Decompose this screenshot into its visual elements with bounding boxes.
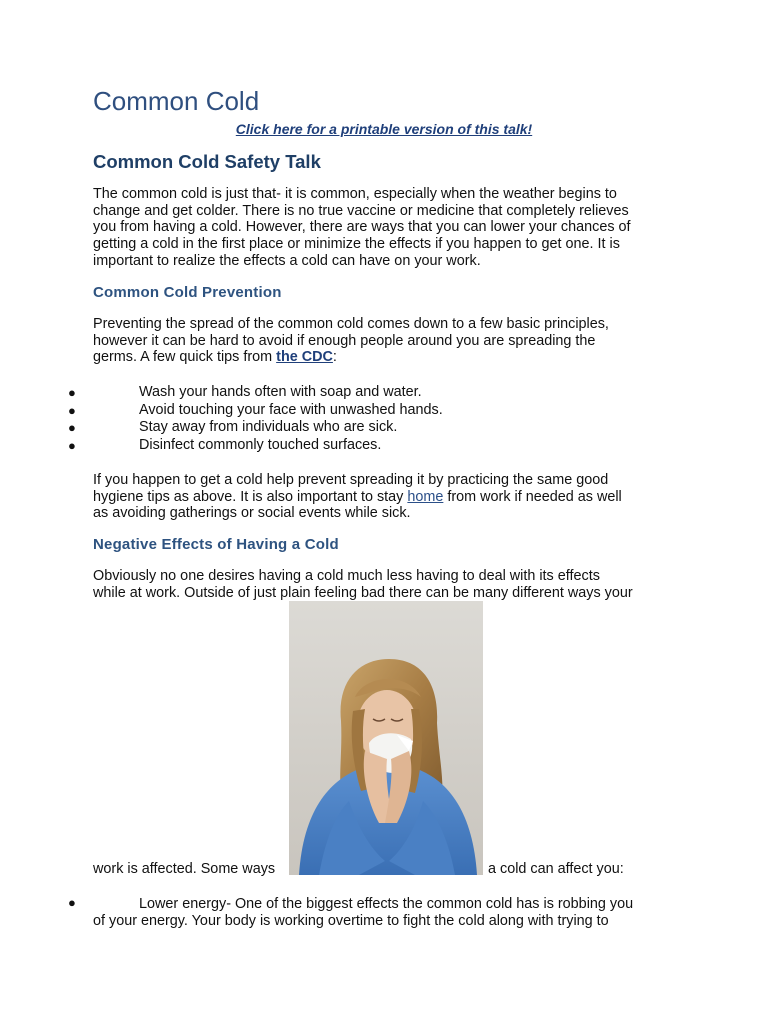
subheading-negative-effects: Negative Effects of Having a Cold <box>93 536 339 553</box>
home-link[interactable]: home <box>407 488 444 505</box>
cdc-link[interactable]: the CDC <box>276 349 333 366</box>
negative-paragraph <box>93 568 678 601</box>
intro-paragraph <box>93 186 678 270</box>
prevention-line: however it can be hard to avoid if enough people around you are spreading the <box>93 332 596 349</box>
followup-line: If you happen to get a cold help prevent spreading it by practicing the same good <box>93 472 609 488</box>
tip-text: Disinfect commonly touched surfaces. <box>139 436 382 453</box>
printable-version-link[interactable]: Click here for a printable version of this talk! <box>235 121 533 137</box>
negative-line-right: a cold can affect you: <box>488 861 624 877</box>
bullet-icon: ● <box>68 437 76 453</box>
woman-sneezing-icon <box>289 601 483 875</box>
page-title: Common Cold <box>93 86 260 116</box>
sneezing-woman-photo <box>289 601 483 875</box>
followup-paragraph <box>93 472 678 522</box>
section-heading-safety-talk: Common Cold Safety Talk <box>93 151 321 172</box>
followup-text: from work if needed as well <box>443 488 622 505</box>
bullet-icon: ● <box>68 402 76 418</box>
followup-line: as avoiding gatherings or social events while sick. <box>93 505 411 522</box>
effect-line: Lower energy- One of the biggest effects the common cold has is robbing you <box>139 896 634 912</box>
colon-text: : <box>332 349 337 366</box>
subheading-prevention: Common Cold Prevention <box>93 284 282 301</box>
intro-line: you from having a cold. However, there are ways that you can lower your chances of <box>93 219 631 236</box>
bullet-icon: ● <box>68 895 76 910</box>
tip-text: Wash your hands often with soap and water. <box>139 384 422 400</box>
prevention-paragraph <box>93 316 678 366</box>
followup-text: hygiene tips as above. It is also important to stay <box>93 488 408 505</box>
prevention-text: germs. A few quick tips from <box>93 349 277 366</box>
negative-line: Obviously no one desires having a cold much less having to deal with its effects <box>93 568 600 584</box>
intro-line: important to realize the effects a cold can have on your work. <box>93 252 481 269</box>
prevention-line-last <box>93 349 678 366</box>
negative-line: while at work. Outside of just plain feeling bad there can be many different ways your <box>93 584 633 601</box>
prevention-line: Preventing the spread of the common cold comes down to a few basic principles, <box>93 316 609 332</box>
negative-line-left: work is affected. Some ways <box>93 861 276 877</box>
bullet-icon: ● <box>68 420 76 436</box>
intro-line: change and get colder. There is no true vaccine or medicine that completely relieves <box>93 202 629 219</box>
tip-text: Avoid touching your face with unwashed hands. <box>139 401 443 418</box>
effect-line: of your energy. Your body is working overtime to fight the cold along with trying to <box>93 913 609 929</box>
followup-line <box>93 489 678 506</box>
tip-text: Stay away from individuals who are sick. <box>139 419 398 436</box>
intro-line: getting a cold in the first place or minimize the effects if you happen to get one. It is <box>93 236 620 253</box>
bullet-icon: ● <box>68 385 76 400</box>
intro-line: The common cold is just that- it is common, especially when the weather begins to <box>93 186 617 202</box>
